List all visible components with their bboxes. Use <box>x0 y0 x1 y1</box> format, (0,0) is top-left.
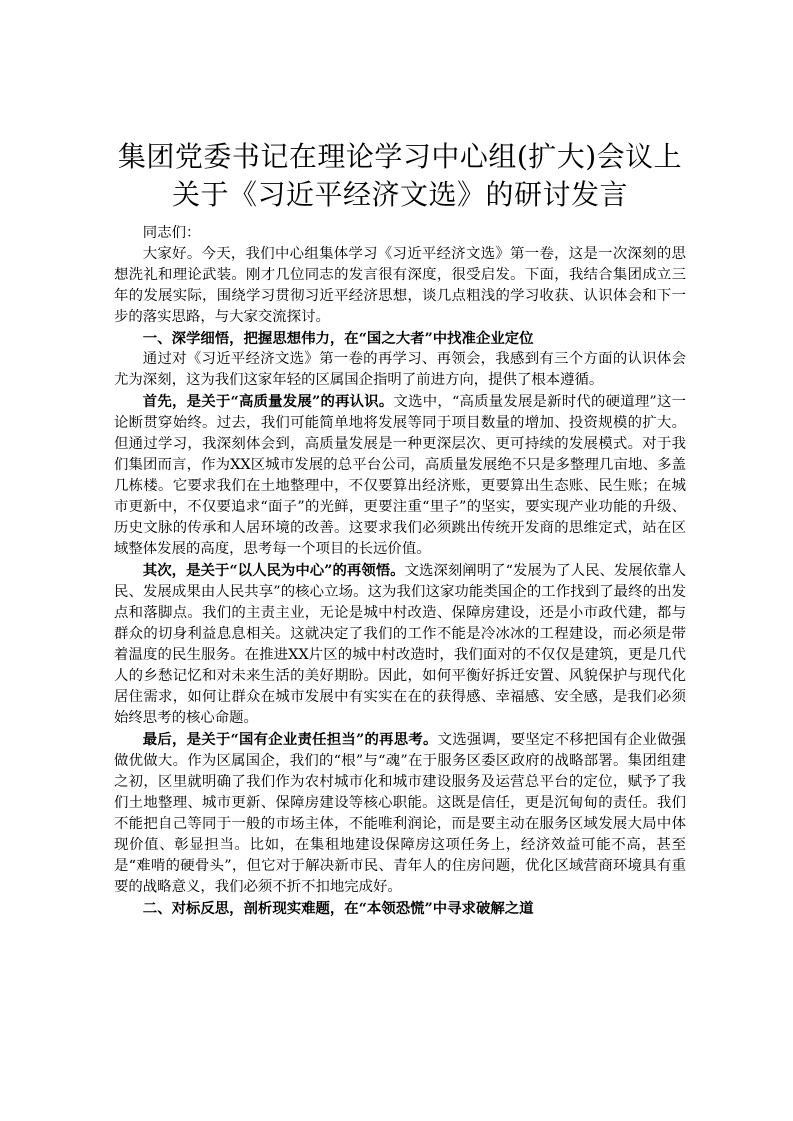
document-title <box>114 138 686 214</box>
paragraph-lead: 其次，是关于“以人民为中心”的再领悟。 <box>142 562 405 579</box>
greeting: 同志们： <box>142 225 201 241</box>
section-1-heading: 一、深学细悟，把握思想伟力，在“国之大者”中找准企业定位 <box>142 330 534 347</box>
section-1-intro: 通过对《习近平经济文选》第一卷的再学习、再领会，我感到有三个方面的认识体会尤为深刻，这为我们这家年轻的区属国企指明了前进方向，提供了根本遵循。 <box>114 351 686 388</box>
paragraph-text: 文选深刻阐明了“发展为了人民、发展依靠人民、发展成果由人民共享”的核心立场。这为我们这家功能类国企的工作找到了最终的出发点和落脚点。我们的主责主业，无论是城中村改造、保障房建设，还是小市政代建，都与群众的切身利益息息相关。这就决定了我们的工作不能是冷冰冰的工程建设，而必须是带着温度的民生服务。在推进XX片区的城中村改造时，我们面对的不仅仅是建筑，更是几代人的乡愁记忆和对未来生活的美好期盼。因此，如何平衡好拆迁安置、风貌保护与现代化居住需求，如何让群众在城市发展中有实实在在的获得感、幸福感、安全感，是我们必须始终思考的核心命题。 <box>114 563 686 726</box>
document-page <box>114 138 686 919</box>
section-2-heading: 二、对标反思，剖析现实难题，在“本领恐慌”中寻求破解之道 <box>142 900 534 917</box>
paragraph-lead: 首先，是关于“高质量发展”的再认识。 <box>142 393 394 410</box>
paragraph-text: 文选中，“高质量发展是新时代的硬道理”这一论断贯穿始终。过去，我们可能简单地将发展等同于项目数量的增加、投资规模的扩大。但通过学习，我深刻体会到，高质量发展是一种更深层次、更可持续的发展模式。对于我们集团而言，作为XX区城市发展的总平台公司，高质量发展绝不只是多整理几亩地、多盖几栋楼。它要求我们在土地整理中，不仅要算出经济账，更要算出生态账、民生账；在城市更新中，不仅要追求“面子”的光鲜，更要注重“里子”的坚实，要实现产业功能的升级、历史文脉的传承和人居环境的改善。这要求我们必须跳出传统开发商的思维定式，站在区域整体发展的高度，思考每一个项目的长远价值。 <box>114 394 686 557</box>
section-1-paragraph-2 <box>114 560 686 729</box>
title-line-1: 集团党委书记在理论学习中心组(扩大)会议上 <box>117 140 683 173</box>
paragraph-lead: 最后，是关于“国有企业责任担当”的再思考。 <box>142 731 438 748</box>
intro-paragraph: 大家好。今天，我们中心组集体学习《习近平经济文选》第一卷，这是一次深刻的思想洗礼和理论武装。刚才几位同志的发言很有深度，很受启发。下面，我结合集团成立三年的发展实际，围绕学习贯彻习近平经济思想，谈几点粗浅的学习收获、认识体会和下一步的落实思路，与大家交流探讨。 <box>114 246 686 325</box>
section-1-paragraph-3 <box>114 729 686 898</box>
title-line-2: 关于《习近平经济文选》的研讨发言 <box>171 178 628 211</box>
paragraph-text: 文选强调，要坚定不移把国有企业做强做优做大。作为区属国企，我们的“根”与“魂”在于服务区委区政府的战略部署。集团组建之初，区里就明确了我们作为农村城市化和城市建设服务及运营总平台的定位，赋予了我们土地整理、城市更新、保障房建设等核心职能。这既是信任，更是沉甸甸的责任。我们不能把自己等同于一般的市场主体，不能唯利润论，而是要主动在服务区域发展大局中体现价值、彰显担当。比如，在集租地建设保障房这项任务上，经济效益可能不高，甚至是“难啃的硬骨头”，但它对于解决新市民、青年人的住房问题，优化区域营商环境具有重要的战略意义，我们必须不折不扣地完成好。 <box>114 732 686 895</box>
section-1-paragraph-1 <box>114 391 686 560</box>
